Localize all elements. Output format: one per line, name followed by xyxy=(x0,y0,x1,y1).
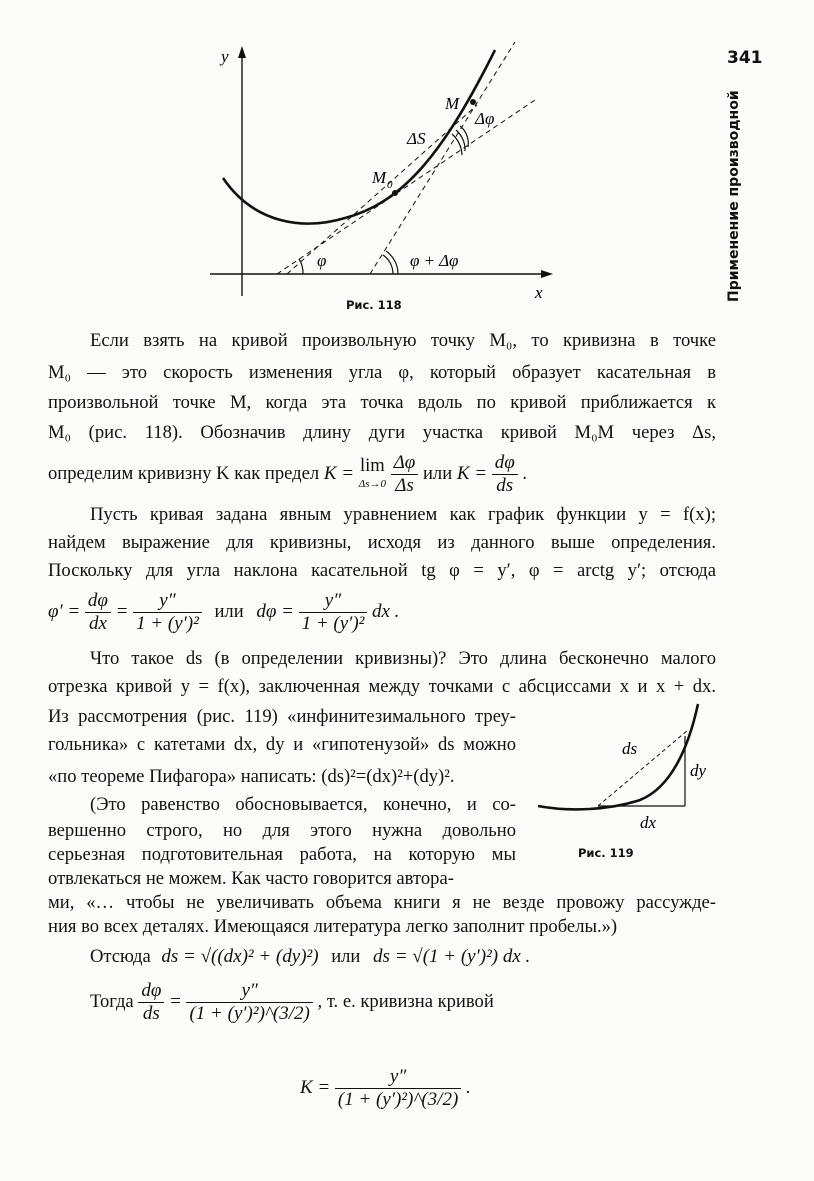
phi-prime: φ′ = xyxy=(48,601,81,622)
p5-frac-1 xyxy=(138,980,164,1025)
p3-line-1: Что такое ds (в определении кривизны)? Это длина бесконечно малого xyxy=(90,648,716,669)
fig118-dphi-label: Δφ xyxy=(475,109,495,128)
p5-frac2-den: (1 + (y′)²)^(3/2) xyxy=(189,1003,310,1025)
p1-line-3: произвольной точке M, когда эта точка вдоль по кривой приближается к xyxy=(48,392,716,413)
p4-line-2: вершенно строго, но для этого нужна довольно xyxy=(48,820,516,841)
p5-ds-1: ds = √((dx)² + (dy)²) xyxy=(161,946,319,967)
fig119-ds: ds xyxy=(622,739,638,758)
x-axis-arrow xyxy=(541,270,553,278)
p4-line-3: серьезная подготовительная работа, на которую мы xyxy=(48,844,516,865)
p1-line-1: Если взять на кривой произвольную точку M₀, то кривизна в точке xyxy=(90,330,716,351)
y-axis-arrow xyxy=(238,46,246,58)
figure-119 xyxy=(530,700,716,840)
p1-l5-text: определим кривизну K как предел xyxy=(48,463,320,484)
p2-frac1-num: dφ xyxy=(85,590,111,613)
p5-frac-2 xyxy=(186,980,312,1025)
angle-phi-plus-arc-2 xyxy=(386,251,398,274)
fig119-caption: Рис. 119 xyxy=(578,846,634,860)
p1-frac-2 xyxy=(492,452,518,497)
p2-frac2-den: 1 + (y′)² xyxy=(136,613,199,635)
point-m0 xyxy=(392,190,398,196)
p5-tail: , т. е. кривизна кривой xyxy=(317,991,494,1012)
fig119-dx: dx xyxy=(640,813,657,832)
p1-or: или xyxy=(422,463,453,484)
p1-line-4: M₀ (рис. 118). Обозначив длину дуги участка кривой M₀M через Δs, xyxy=(48,422,716,443)
p2-frac3-num: y″ xyxy=(299,590,368,613)
p4-line-6: ния во всех деталях. Имеющаяся литература легко заполнит пробелы.») xyxy=(48,916,618,937)
k-lhs: K = xyxy=(300,1077,331,1098)
p2-frac-2 xyxy=(133,590,202,635)
p4-line-4: отвлекаться не можем. Как часто говорится автора- xyxy=(48,868,454,889)
p2-line-1: Пусть кривая задана явным уравнением как график функции y = f(x); xyxy=(90,504,716,525)
k-den: (1 + (y′)²)^(3/2) xyxy=(337,1089,459,1111)
angle-phi-plus-arc xyxy=(383,255,393,274)
p5-eq: = xyxy=(169,991,182,1012)
fig118-arc-label: ΔS xyxy=(407,129,426,148)
p3-line-5: «по теореме Пифагора» написать: (ds)²=(dx)²+(dy)². xyxy=(48,766,455,787)
fig119-dy: dy xyxy=(690,761,707,780)
curve-119 xyxy=(538,704,698,809)
p2-or: или xyxy=(214,601,244,622)
tangent-m xyxy=(370,42,515,274)
p5-line-1 xyxy=(90,942,716,971)
fig118-phi-label: φ xyxy=(317,251,327,270)
p2-line-2: найдем выражение для кривизны, исходя из данного выше определения. xyxy=(48,532,716,553)
p1-l5-k2: K = xyxy=(456,463,488,484)
p2-frac1-den: dx xyxy=(88,613,107,635)
figure-118 xyxy=(195,30,565,320)
p5-line-2 xyxy=(90,976,716,1032)
p1-frac-1 xyxy=(391,452,419,497)
p2-frac2-num: y″ xyxy=(133,590,202,613)
p4-line-1: (Это равенство обосновывается, конечно, и со- xyxy=(90,794,516,815)
p5-frac1-num: dφ xyxy=(138,980,164,1003)
p2-line-3: Поскольку для угла наклона касательной tg φ = y′, φ = arctg y′; отсюда xyxy=(48,560,716,581)
p4-line-5: ми, «… чтобы не увеличивать объема книги я не везде провожу рассужде- xyxy=(48,892,716,913)
p5-frac2-num: y″ xyxy=(186,980,312,1003)
p5-togda: Тогда xyxy=(90,991,134,1012)
p1-line-2: M₀ — это скорость изменения угла φ, который образует касательная в xyxy=(48,362,716,383)
fig118-m0-sub: 0 xyxy=(387,179,393,191)
k-tail: . xyxy=(465,1077,471,1098)
fig118-caption: Рис. 118 xyxy=(346,298,402,312)
p2-tail: dx . xyxy=(372,601,400,622)
lim-sub: Δs→0 xyxy=(358,477,386,490)
frac1-num: Δφ xyxy=(391,452,419,475)
p5-ds-2: ds = √(1 + (y′)²) dx . xyxy=(373,946,531,967)
p3-line-4: гольника» с катетами dx, dy и «гипотенузой» ds можно xyxy=(48,734,516,755)
lim-word: lim xyxy=(359,454,385,476)
page-number: 341 xyxy=(727,48,763,68)
p3-line-2: отрезка кривой y = f(x), заключенная между точками с абсциссами x и x + dx. xyxy=(48,676,716,697)
fig118-m0-label: M xyxy=(372,168,387,187)
p1-lim xyxy=(358,454,386,493)
p1-line-5: определим кривизну K как предел K = lim Δs→0 $\frac{\Delta\varphi}{\Delta s}$ или K = $\frac{d\varphi}{ds}$ . xyxy=(48,452,528,497)
point-m xyxy=(470,99,476,105)
p5-or: или xyxy=(331,946,361,967)
angle-dphi-arc-3 xyxy=(452,134,462,155)
frac1-den: Δs xyxy=(395,475,414,497)
p2-frac3-den: 1 + (y′)² xyxy=(301,613,365,635)
fig118-phi-plus-label: φ + Δφ xyxy=(410,251,459,270)
fig118-x-label: x xyxy=(535,283,543,302)
p2-frac-1 xyxy=(85,590,111,635)
frac2-num: dφ xyxy=(492,452,518,475)
p2-eq: = xyxy=(115,601,129,622)
p2-formula xyxy=(48,586,716,638)
p5-otsyuda: Отсюда xyxy=(90,946,151,967)
p5-k-formula xyxy=(300,1060,600,1120)
k-frac xyxy=(335,1066,461,1111)
fig118-y-label: y xyxy=(221,47,229,66)
p1-l5-k: K = xyxy=(323,463,355,484)
fig118-m-label: M xyxy=(445,94,460,113)
d-phi: dφ = xyxy=(256,601,294,622)
p2-frac-3 xyxy=(299,590,368,635)
p3-line-3: Из рассмотрения (рис. 119) «инфинитезимального треу- xyxy=(48,706,516,727)
frac2-den: ds xyxy=(496,475,514,497)
secant xyxy=(287,105,477,274)
running-head: Применение производной xyxy=(726,90,742,302)
p5-frac1-den: ds xyxy=(142,1003,160,1025)
k-num: y″ xyxy=(335,1066,461,1089)
